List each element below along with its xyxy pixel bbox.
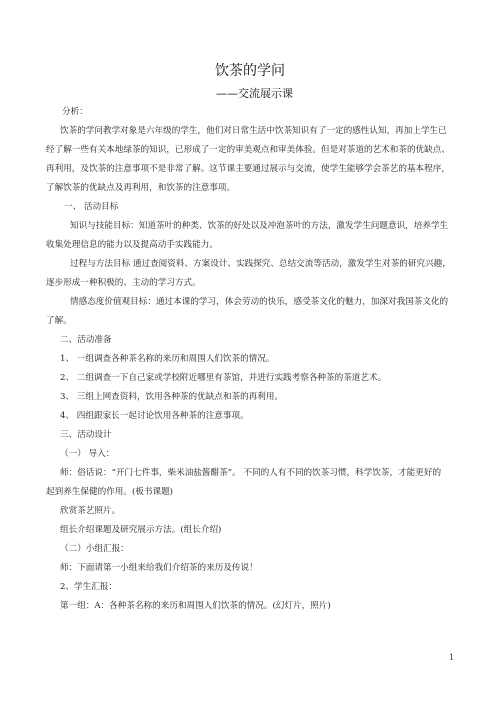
paragraph-line: 起到养生保健的作用。(板书课题) xyxy=(46,487,174,497)
document-body xyxy=(46,104,451,615)
paragraph-line: 收集处理信息的能力以及提高动手实践能力。 xyxy=(46,240,218,250)
paragraph-line: 了解。 xyxy=(46,316,72,326)
paragraph-line: 再利用，及饮茶的注意事项不是非常了解。这节课主要通过展示与交流，使学生能够学会茶艺的基本程序， xyxy=(46,164,450,174)
page-number: 1 xyxy=(449,653,455,662)
paragraph-line: 组长介绍课题及研究展示方法。(组长介绍) xyxy=(60,525,222,535)
list-item: 4、 四组跟家长一起讨论饮用各种茶的注意事项。 xyxy=(60,411,249,421)
paragraph-line: 欣赏茶艺照片。 xyxy=(60,506,121,516)
section-heading: 一、 活动目标 xyxy=(64,202,119,212)
paragraph-line: 过程与方法目标 通过查阅资料、方案设计、实践探究、总结交流等活动，激发学生对茶的研究兴趣， xyxy=(70,259,451,269)
analysis-heading: 分析： xyxy=(62,107,88,117)
list-item: 3、 三组上网查资料，饮用各种茶的优缺点和茶的再利用。 xyxy=(60,392,284,402)
section-heading: 三、活动设计 xyxy=(60,430,112,440)
list-item: 2、 二组调查一下自己家或学校附近哪里有茶馆，并进行实践考察各种茶的茶道艺术。 xyxy=(60,373,387,383)
subsection-heading: 2、学生汇报： xyxy=(60,582,118,592)
subsection-heading: （一） 导入： xyxy=(60,449,115,459)
paragraph-line: 了解饮茶的优缺点及再利用，和饮茶的注意事项。 xyxy=(46,183,236,193)
paragraph-line: 师：俗话说：“开门七件事，柴米油盐酱醋茶”。 不同的人有不同的饮茶习惯，科学饮茶，才能更好的 xyxy=(60,468,442,478)
list-item: 1、 一组调查各种茶名称的来历和周围人们饮茶的情况。 xyxy=(60,354,275,364)
subsection-heading: （二）小组汇报： xyxy=(60,544,129,554)
paragraph-line: 知识与技能目标：知道茶叶的种类、饮茶的好处以及冲泡茶叶的方法，激发学生问题意识，培养学生 xyxy=(70,221,449,231)
section-heading: 二、活动准备 xyxy=(60,335,112,345)
paragraph-line: 情感态度价值观目标：通过本课的学习，体会劳动的快乐，感受茶文化的魅力，加深对我国茶文化的 xyxy=(70,297,449,307)
document-subtitle: ——交流展示课 xyxy=(216,87,293,100)
paragraph-line: 第一组：A：各种茶名称的来历和周围人们饮茶的情况。(幻灯片，照片) xyxy=(60,601,331,611)
paragraph-line: 逐步形成一种积极的、主动的学习方式。 xyxy=(46,278,201,288)
paragraph-line: 经了解一些有关本地绿茶的知识，已形成了一定的审美观点和审美体验。但是对茶道的艺术和茶的优缺点、 xyxy=(46,145,450,155)
paragraph-line: 饮茶的学问教学对象是六年级的学生，他们对日常生活中饮茶知识有了一定的感性认知，再加上学生已 xyxy=(60,126,447,136)
paragraph-line: 师：下面请第一小组来给我们介绍茶的来历及传说！ xyxy=(60,563,258,573)
document-title: 饮茶的学问 xyxy=(215,63,285,79)
